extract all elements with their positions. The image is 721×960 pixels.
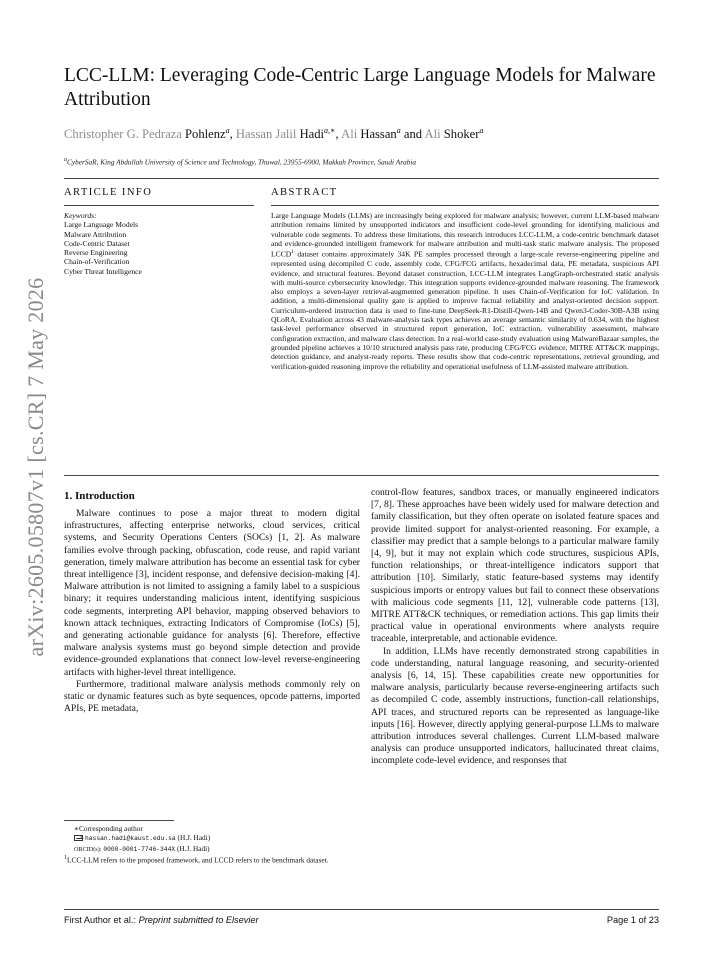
author-given-name: Hassan Jalil [235, 127, 297, 142]
author-affiliation-mark: a [396, 126, 401, 135]
author-list [64, 126, 664, 142]
orcid-id[interactable]: 0000-0001-7746-344X [103, 845, 176, 853]
keyword-item: Malware Attribution [64, 229, 127, 239]
paper-title: LCC-LLM: Leveraging Code-Centric Large Language Models for Malware Attribution [64, 65, 656, 110]
author-name [341, 127, 401, 141]
footnote-email [64, 833, 360, 843]
affiliation-mark: a [64, 157, 68, 163]
author-separator: and [400, 127, 425, 142]
paragraph: In addition, LLMs have recently demonstrated strong capabilities in code understanding, natural language reasoning, and security-oriented analysis [6, 14, 15]. These capabilities create new opportunities for malware analysis, particularly because reverse-engineering artifacts such as decompiled C code, assembly instructions, function-call relationships, API traces, and structured reports can be represented as language-like inputs [16]. However, directly applying general-purpose LLMs to malware attribution introduces several challenges. Current LLM-based malware analysis can produce unsupported indicators, hallucinated threat claims, incomplete code-level evidence, and responses that [371, 645, 659, 767]
abstract-heading: ABSTRACT [271, 187, 338, 198]
article-info-heading: ARTICLE INFO [64, 187, 153, 198]
author-separator: , [335, 127, 342, 142]
keywords-label: Keywords: [64, 211, 97, 220]
email-owner: (H.J. Hadi) [177, 833, 211, 843]
footnote-corresponding: ∗Corresponding author [74, 824, 143, 833]
arxiv-stamp [8, 232, 64, 702]
keyword-item: Code-Centric Dataset [64, 238, 130, 248]
author-given-name: Ali [341, 127, 358, 142]
paragraph: control-flow features, sandbox traces, or manually engineered indicators [7, 8]. These approaches have been widely used for malware detection and family classification, but they often operate on isolated feature spaces and provide limited support for analyst-oriented reasoning. For example, a classifier may predict that a sample belongs to a particular malware family [4, 9], but it may not explain which code structures, suspicious APIs, function relationships, or threat-intelligence indicators support that attribution [10]. Similarly, static feature-based systems may identify suspicious imports or entropy values but fail to connect these observations with malicious code segments [11, 12], vulnerable code patterns [13], MITRE ATT&CK techniques, or remediation actions. This gap limits their practical value in operational environments where analysts require traceable, interpretable, and actionable evidence. [371, 487, 659, 645]
author-surname: Shoker [443, 127, 480, 142]
author-affiliation-mark: a [225, 126, 230, 135]
footer-left [64, 915, 259, 925]
intro-column-left [64, 508, 360, 715]
abstract-bottom-rule [64, 475, 659, 476]
affiliation-text: CyberSaR, King Abdullah University of Science and Technology, Thuwal, 23955-6900, Makkah Province, Saudi Arabia [67, 157, 417, 167]
footnote-orcid [64, 844, 360, 854]
author-given-name: Christopher G. Pedraza [64, 127, 182, 142]
author-affiliation-mark: a [479, 126, 484, 135]
abstract-part-2: dataset contains approximately 34K PE samples processed through a large-scale reverse-engineering pipeline and represented using decompiled C code, assembly code, CFG/FCG artifacts, hexadecimal data, PE metadata, suspicious API evidence, and structural features. Beyond dataset construction, LCC-LLM integrates LangGraph-orchestrated static analysis with multi-source cybersecurity knowledge. This integration supports evidence-grounded malware reasoning. The framework also employs a seven-layer retrieval-augmented generation pipeline. It uses Chain-of-Verification for IoC validation. In addition, a multi-dimensional quality gate is applied to improve factual reliability and analyst-oriented decision support. Curriculum-ordered instruction data is used to fine-tune DeepSeek-R1-Distill-Qwen-14B and Qwen3-Coder-30B-A3B using QLoRA. Evaluation across 43 malware-analysis task types achieves an average semantic similarity of 0.634, with the highest task-level performance observed in structured report generation, IoC extraction, vulnerability assessment, malware configuration extraction, and malware class detection. In a real-world case-study evaluation using MalwareBazaar samples, the grounded pipeline achieves a 10/10 structured analysis pass rate, producing CFG/FCG evidence, MITRE ATT&CK mappings, detection guidance, and analyst-ready reports. These results show that code-centric representations, retrieval grounding, and verification-guided reasoning improve the reliability and operational usefulness of LLM-assisted malware attribution. [271, 249, 659, 371]
header-rule [64, 178, 659, 179]
author-affiliation-mark: a,∗ [324, 126, 336, 135]
author-separator: , [229, 127, 236, 142]
footnote-1-mark: 1 [64, 854, 68, 861]
keywords-block [64, 211, 254, 276]
footnote-rule [64, 820, 174, 821]
keyword-item: Large Language Models [64, 220, 139, 230]
footnote-1 [64, 854, 360, 865]
affiliation [64, 157, 664, 166]
email-address[interactable]: hassan.hadi@kaust.edu.sa [85, 835, 176, 843]
arxiv-stamp-text: arXiv:2605.05807v1 [cs.CR] 7 May 2026 [23, 277, 48, 657]
footer-rule [64, 909, 659, 910]
abstract-text [271, 211, 659, 371]
footer-journal: Preprint submitted to Elsevier [138, 915, 259, 925]
author-surname: Pohlenz [185, 127, 226, 142]
section-heading-introduction: 1. Introduction [64, 490, 135, 502]
abstract-rule [271, 205, 659, 206]
page-number: Page 1 of 23 [606, 915, 659, 925]
paragraph: Furthermore, traditional malware analysis methods commonly rely on static or dynamic features such as byte sequences, opcode patterns, imported APIs, PE metadata, [64, 678, 360, 715]
author-name [236, 127, 336, 141]
abstract-part-1: Large Language Models (LLMs) are increasingly being explored for malware analysis; however, current LLM-based malware attribution remains limited by unsupported indicators and insufficient code-level grounding for identifying malicious and vulnerable code segments. To address these limitations, this research introduces LCC-LLM, a code-centric benchmark dataset and evidence-grounded intelligent framework for malware attribution and multi-task static malware analysis. The proposed LCCD [271, 211, 659, 259]
author-given-name: Ali [424, 127, 441, 142]
author-surname: Hadi [299, 127, 325, 142]
orcid-owner: (H.J. Hadi) [176, 843, 210, 853]
keyword-item: Cyber Threat Intelligence [64, 266, 142, 276]
envelope-icon [74, 835, 83, 841]
footnotes [64, 824, 360, 865]
keyword-item: Chain-of-Verification [64, 257, 130, 267]
footer-prefix: First Author et al.: [64, 915, 136, 925]
intro-column-right [371, 487, 659, 768]
article-info-rule [64, 205, 254, 206]
author-name [64, 127, 230, 141]
orcid-label: ORCID(s): [74, 845, 102, 853]
keyword-item: Reverse Engineering [64, 248, 128, 258]
footnote-1-text: LCC-LLM refers to the proposed framework, and LCCD refers to the benchmark dataset. [67, 855, 329, 865]
author-name [425, 127, 484, 141]
author-surname: Hassan [360, 127, 397, 142]
paragraph: Malware continues to pose a major threat to modern digital infrastructures, affecting enterprise networks, cloud services, critical systems, and Security Operations Centers (SOCs) [1, 2]. As malware families evolve through packing, obfuscation, code reuse, and rapid variant generation, timely malware attribution has become an essential task for cyber threat intelligence [3], incident response, and defensive decision-making [4]. Malware attribution is not limited to assigning a family label to a suspicious binary; it requires understanding malicious intent, identifying suspicious code segments, interpreting API behavior, mapping observed behaviors to known attack techniques, extracting Indicators of Compromise (IoCs) [5], and generating actionable guidance for analysts [6]. Therefore, effective malware analysis systems must go beyond simple detection and provide evidence-grounded explanations that connect low-level reverse-engineering artifacts with higher-level threat intelligence. [64, 508, 360, 678]
abstract-footnote-mark: 1 [291, 249, 295, 256]
